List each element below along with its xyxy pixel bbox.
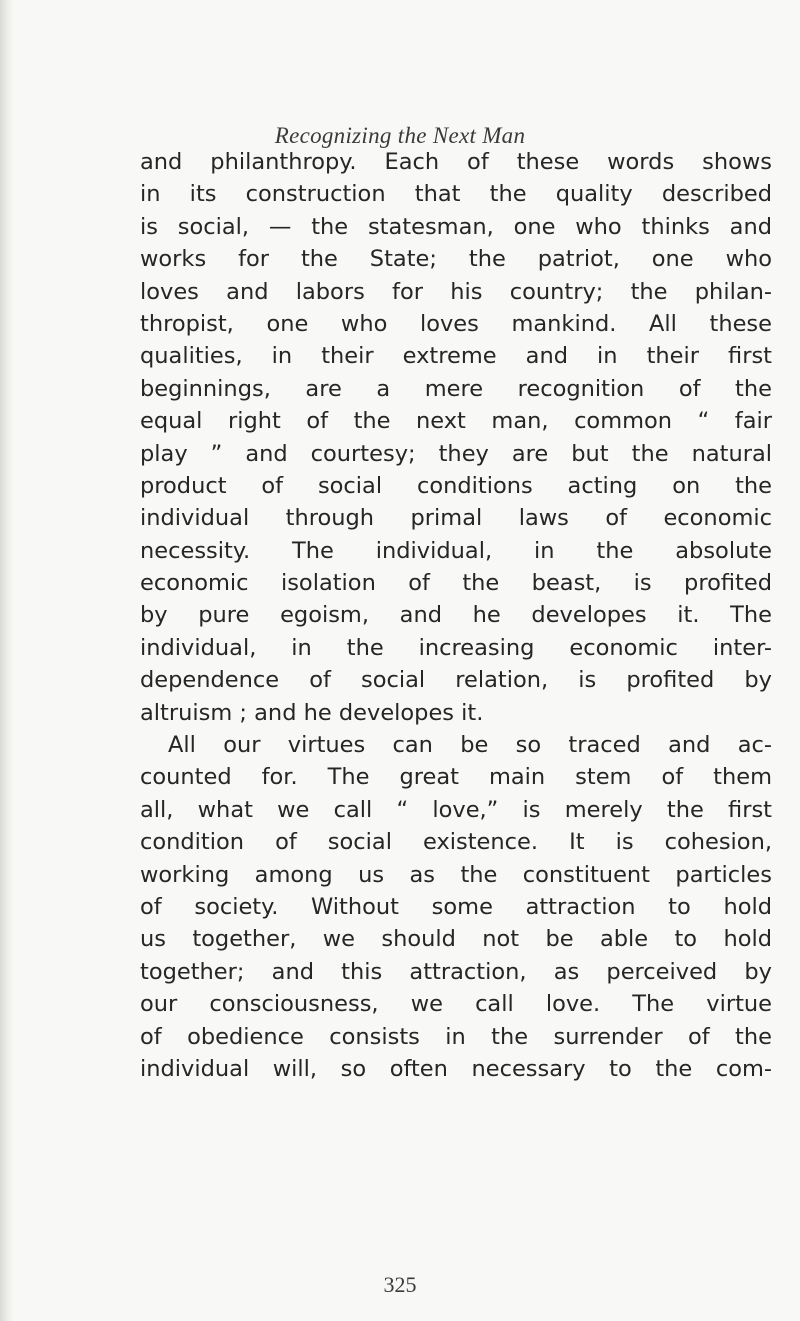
text-line: All our virtues can be so traced and ac- — [168, 732, 772, 759]
text-line: in its construction that the quality described — [140, 181, 772, 208]
text-line: qualities, in their extreme and in their first — [140, 343, 772, 370]
page-gutter-shadow — [0, 0, 14, 1321]
text-line: of obedience consists in the surrender of the — [140, 1023, 772, 1050]
text-line: play ” and courtesy; they are but the natural — [140, 440, 772, 467]
text-line: necessity. The individual, in the absolute — [140, 537, 772, 564]
text-line: beginnings, are a mere recognition of the — [140, 375, 772, 402]
text-line: equal right of the next man, common “ fair — [140, 408, 772, 435]
text-line: individual will, so often necessary to the com- — [140, 1055, 772, 1082]
text-line: and philanthropy. Each of these words shows — [140, 149, 772, 175]
text-line: together; and this attraction, as perceived by — [140, 958, 772, 985]
text-line: loves and labors for his country; the philan- — [140, 278, 772, 305]
text-line: is social, — the statesman, one who thinks and — [140, 213, 772, 240]
text-line: condition of social existence. It is cohesion, — [140, 829, 772, 856]
text-line: works for the State; the patriot, one who — [140, 246, 772, 273]
text-line: us together, we should not be able to hold — [140, 926, 772, 953]
text-line: our consciousness, we call love. The virtue — [140, 991, 772, 1018]
text-line: of society. Without some attraction to hold — [140, 893, 772, 920]
page-number: 325 — [383, 1272, 417, 1297]
text-line: individual through primal laws of economic — [140, 505, 772, 532]
paragraph-2 — [140, 729, 772, 1085]
text-line: dependence of social relation, is profited by — [140, 667, 772, 694]
text-line: economic isolation of the beast, is profited — [140, 570, 772, 597]
text-line: working among us as the constituent particles — [140, 861, 772, 888]
running-head: Recognizing the Next Man — [274, 123, 526, 148]
text-line: altruism ; and he developes it. — [140, 699, 484, 726]
text-line: by pure egoism, and he developes it. The — [140, 602, 772, 629]
text-line: individual, in the increasing economic inter- — [140, 634, 772, 661]
text-line: thropist, one who loves mankind. All these — [140, 310, 772, 337]
paragraph-1 — [140, 146, 772, 729]
body-text — [140, 146, 772, 1085]
text-line: all, what we call “ love,” is merely the first — [140, 796, 772, 823]
text-line: product of social conditions acting on the — [140, 472, 772, 499]
text-line: counted for. The great main stem of them — [140, 764, 772, 791]
